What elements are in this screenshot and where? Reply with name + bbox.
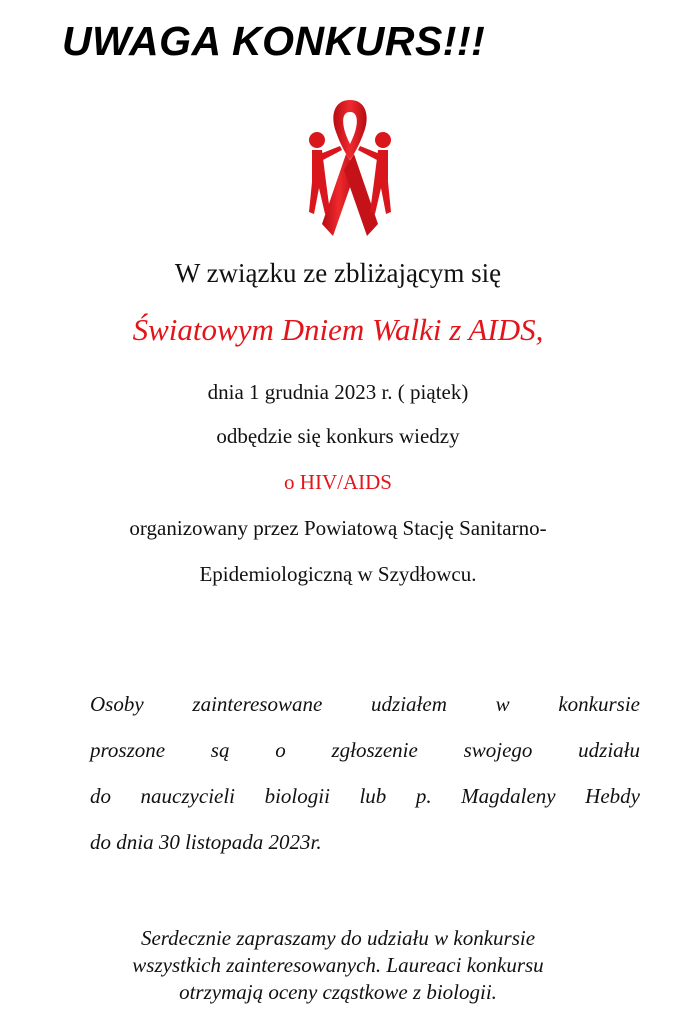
contact-line-1: Osoby zainteresowane udziałem w konkursie	[90, 692, 640, 716]
organizer-line-1: organizowany przez Powiatową Stację Sanitarno-	[129, 516, 547, 540]
invitation-line-2: wszystkich zainteresowanych. Laureaci konkursu	[132, 953, 544, 977]
invitation-paragraph	[0, 925, 676, 1006]
contact-line-3: do nauczycieli biologii lub p. Magdaleny Hebdy	[90, 784, 640, 808]
invitation-line-3: otrzymają oceny cząstkowe z biologii.	[179, 980, 497, 1004]
red-ribbon-icon	[300, 92, 400, 240]
contact-line-2: proszone są o zgłoszenie swojego udziału	[90, 738, 640, 762]
contest-text: odbędzie się konkurs wiedzy	[216, 424, 460, 448]
event-date: dnia 1 grudnia 2023 r. ( piątek)	[207, 380, 469, 404]
intro-text: W związku ze zbliżającym się	[174, 258, 502, 288]
contact-paragraph	[90, 691, 640, 855]
invitation-line-1: Serdecznie zapraszamy do udziału w konkursie	[140, 926, 536, 950]
contact-line-4: do dnia 30 listopada 2023r.	[90, 830, 322, 854]
page-title: UWAGA KONKURS!!!	[62, 18, 486, 64]
organizer-line-2: Epidemiologiczną w Szydłowcu.	[199, 562, 477, 586]
contest-topic: o HIV/AIDS	[284, 470, 392, 494]
event-name: Światowym Dniem Walki z AIDS,	[132, 312, 544, 347]
